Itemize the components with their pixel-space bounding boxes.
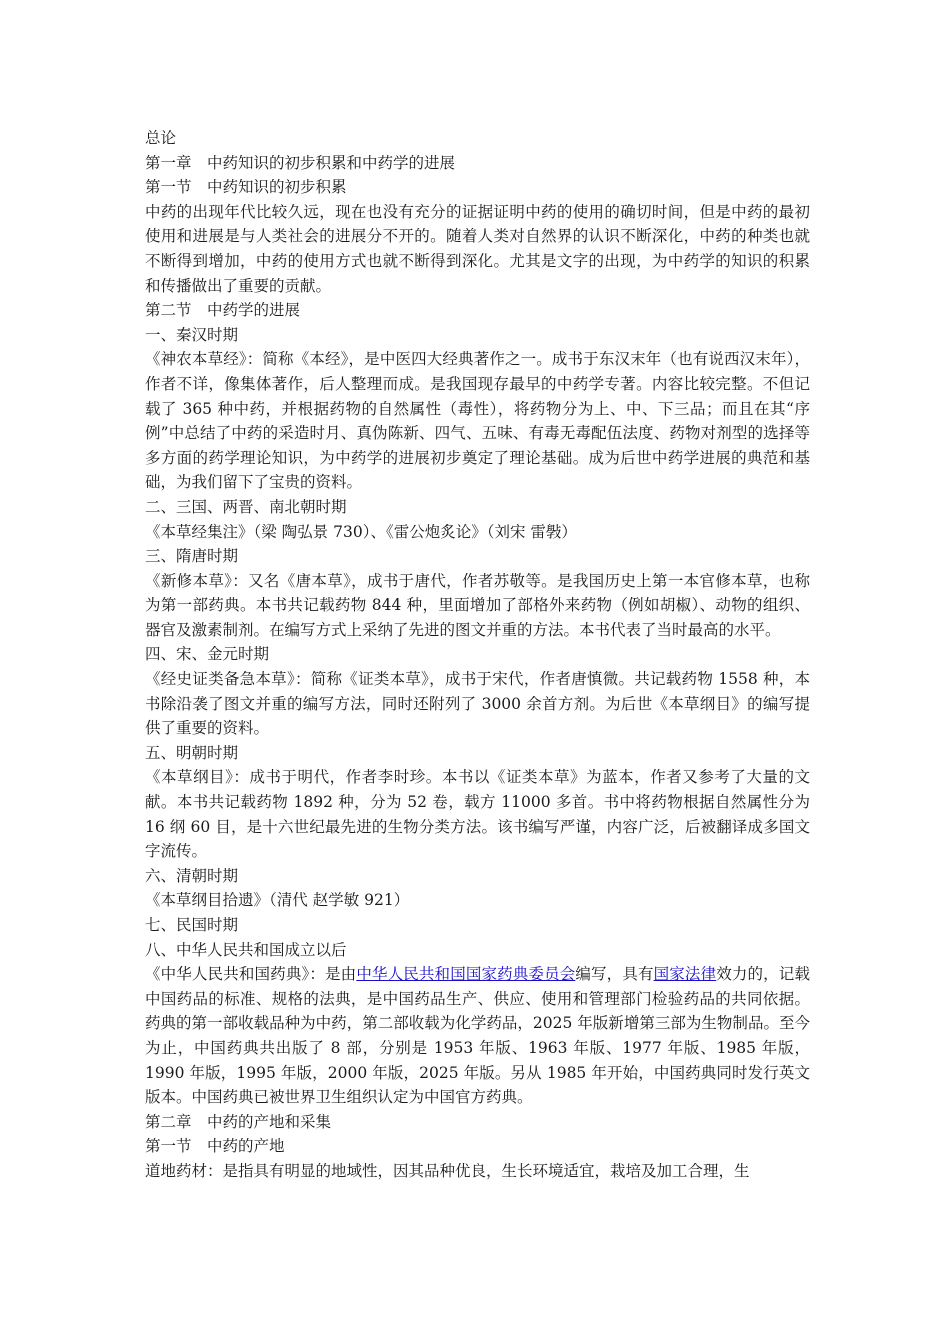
period-5-paragraph: 《本草纲目》：成书于明代，作者李时珍。本书以《证类本草》为蓝本，作者又参考了大量的文献。本书共记载药物 1892 种，分为 52 卷，载方 11000 多首。书中将药物根据自然属性分为 16 纲 60 目，是十六世纪最先进的生物分类方法。该书编写严谨，内容广泛，后被翻译成多国文字流传。 [145,768,810,861]
chapter-1-section-2-title: 第二节 中药学的进展 [145,301,301,320]
period-8-text-part-3: 效力的，记载中国药品的标准、规格的法典，是中国药品生产、供应、使用和管理部门检验药品的共同依据。药典的第一部收载品种为中药，第二部收载为化学药品，2025 年版新增第三部为生物制品。至今为止，中国药典共出版了 8 部，分别是 1953 年版、1963 年版、1977 年版、1985 年版，1990 年版，1995 年版，2000 年版，2025 年版。另从 1985 年开始，中国药典同时发行英文版本。中国药典已被世界卫生组织认定为中国官方药典。 [145,965,810,1107]
period-2-title: 二、三国、两晋、南北朝时期 [145,497,347,516]
general-heading: 总论 [145,129,177,147]
chapter-1-section-1-title: 第一节 中药知识的初步积累 [145,178,347,197]
chapter-2-section-1-paragraph: 道地药材：是指具有明显的地域性，因其品种优良，生长环境适宜，栽培及加工合理，生 [145,1161,750,1180]
period-4-paragraph: 《经史证类备急本草》：简称《证类本草》，成书于宋代，作者唐慎微。共记载药物 1558 种，本书除沿袭了图文并重的编写方法，同时还附列了 3000 余首方剂。为后世《本草纲目》的编写提供了重要的资料。 [145,670,810,738]
period-6-paragraph: 《本草纲目拾遗》（清代 赵学敏 921） [145,891,410,910]
national-law-link[interactable]: 国家法律 [653,965,717,984]
chapter-2-title: 第二章 中药的产地和采集 [145,1112,332,1131]
period-1-title: 一、秦汉时期 [145,325,239,344]
period-7-title: 七、民国时期 [145,916,239,934]
chapter-2-section-1-title: 第一节 中药的产地 [145,1137,285,1156]
period-6-title: 六、清朝时期 [145,866,239,885]
period-8-title: 八、中华人民共和国成立以后 [145,940,347,959]
period-1-paragraph: 《神农本草经》：简称《本经》，是中医四大经典著作之一。成书于东汉末年（也有说西汉末年），作者不详，像集体著作，后人整理而成。是我国现存最早的中药学专著。内容比较完整。不但记载了 365 种中药，并根据药物的自然属性（毒性），将药物分为上、中、下三品；而且在其“序例”中总结了中药的采造时月、真伪陈新、四气、五味、有毒无毒配伍法度、药物对剂型的选择等多方面的药学理论知识，为中药学的进展初步奠定了理论基础。成为后世中药学进展的典范和基础，为我们留下了宝贵的资料。 [145,350,810,492]
period-3-title: 三、隋唐时期 [145,547,239,566]
chapter-1-section-1-paragraph: 中药的出现年代比较久远，现在也没有充分的证据证明中药的使用的确切时间，但是中药的最初使用和进展是与人类社会的进展分不开的。随着人类对自然界的认识不断深化，中药的种类也就不断得到增加，中药的使用方式也就不断得到深化。尤其是文字的出现，为中药学的知识的积累和传播做出了重要的贡献。 [145,202,810,295]
period-8-paragraph [145,962,810,1110]
pharmacopoeia-commission-link[interactable]: 中华人民共和国国家药典委员会 [356,965,576,984]
period-4-title: 四、宋、金元时期 [145,645,270,664]
document-body [145,126,810,1184]
period-8-text-part-2: 编写，具有 [575,965,654,984]
period-8-text-part-1: 《中华人民共和国药典》：是由 [145,965,357,984]
period-3-paragraph: 《新修本草》：又名《唐本草》，成书于唐代，作者苏敬等。是我国历史上第一本官修本草，也称为第一部药典。本书共记载药物 844 种，里面增加了部格外来药物（例如胡椒）、动物的组织、器官及激素制剂。在编写方式上采纳了先进的图文并重的方法。本书代表了当时最高的水平。 [145,571,810,639]
chapter-1-title: 第一章 中药知识的初步积累和中药学的进展 [145,153,456,172]
period-2-paragraph: 《本草经集注》（梁 陶弘景 730）、《雷公炮炙论》（刘宋 雷斅） [145,522,577,541]
period-5-title: 五、明朝时期 [145,743,239,762]
